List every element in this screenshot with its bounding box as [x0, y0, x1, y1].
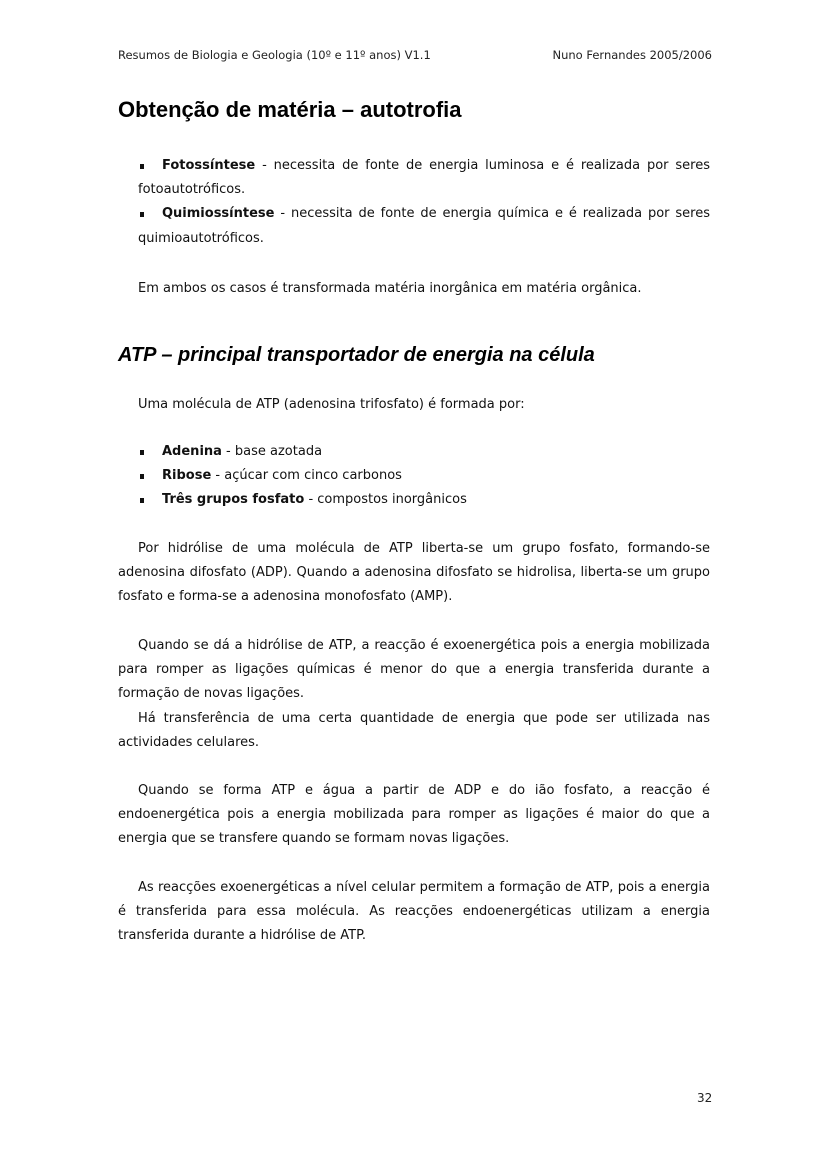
definition: necessita de fonte de energia luminosa e é realizada por seres fotoautotróficos. [138, 158, 710, 198]
section-title-autotrofia: Obtenção de matéria – autotrofia [118, 97, 462, 122]
term: Fotossíntese [162, 158, 256, 173]
header-title: Resumos de Biologia e Geologia (10º e 11º anos) V1.1 [118, 48, 431, 62]
autotrofia-list [118, 154, 710, 251]
page-number: 32 [697, 1091, 713, 1105]
list-item: Quimiossíntese - necessita de fonte de energia química e é realizada por seres quimioautotróficos. [138, 206, 710, 246]
definition: compostos inorgânicos [317, 492, 467, 508]
term: Ribose [162, 468, 212, 484]
atp-components-list [118, 440, 710, 513]
square-bullet-icon [140, 450, 144, 455]
definition: base azotada [234, 444, 323, 459]
paragraph-endoenergetic: Quando se forma ATP e água a partir de ADP e do ião fosfato, a reacção é endoenergética pois a energia mobilizada para romper as ligações é maior do que a energia que se transfere quando se formam novas ligações. [118, 783, 710, 847]
list-item: Fotossíntese - necessita de fonte de energia luminosa e é realizada por seres fotoautotróficos. [138, 158, 710, 198]
square-bullet-icon [140, 474, 144, 479]
square-bullet-icon [140, 212, 144, 217]
page-header [118, 48, 712, 64]
term: Três grupos fosfato [162, 492, 305, 508]
definition: açúcar com cinco carbonos [224, 468, 402, 484]
square-bullet-icon [140, 498, 144, 503]
paragraph-cellular-reactions: As reacções exoenergéticas a nível celular permitem a formação de ATP, pois a energia é transferida para essa molécula. As reacções endoenergéticas utilizam a energia transferida durante a hidrólise de ATP. [118, 880, 710, 944]
paragraph-energy-transfer: Há transferência de uma certa quantidade de energia que pode ser utilizada nas actividades celulares. [118, 711, 710, 751]
paragraph: Em ambos os casos é transformada matéria inorgânica em matéria orgânica. [138, 281, 642, 296]
list-item: Três grupos fosfato - compostos inorgânicos [118, 488, 710, 512]
term: Adenina [162, 444, 222, 459]
section-title-atp: ATP – principal transportador de energia na célula [118, 344, 595, 366]
atp-intro: Uma molécula de ATP (adenosina trifosfato) é formada por: [138, 397, 525, 412]
square-bullet-icon [140, 164, 144, 169]
header-author: Nuno Fernandes 2005/2006 [552, 48, 712, 62]
definition: necessita de fonte de energia química e é realizada por seres quimioautotróficos. [138, 206, 710, 246]
paragraph-exoenergetic: Quando se dá a hidrólise de ATP, a reacção é exoenergética pois a energia mobilizada para romper as ligações químicas é menor do que a energia transferida durante a formação de novas ligações. [118, 638, 710, 702]
paragraph-hydrolysis: Por hidrólise de uma molécula de ATP liberta-se um grupo fosfato, formando-se adenosina difosfato (ADP). Quando a adenosina difosfato se hidrolisa, liberta-se um grupo fosfato e forma-se a adenosina monofosfato (AMP). [118, 541, 710, 605]
list-item: Ribose - açúcar com cinco carbonos [118, 464, 710, 488]
list-item: Adenina - base azotada [118, 440, 710, 464]
term: Quimiossíntese [162, 206, 275, 222]
